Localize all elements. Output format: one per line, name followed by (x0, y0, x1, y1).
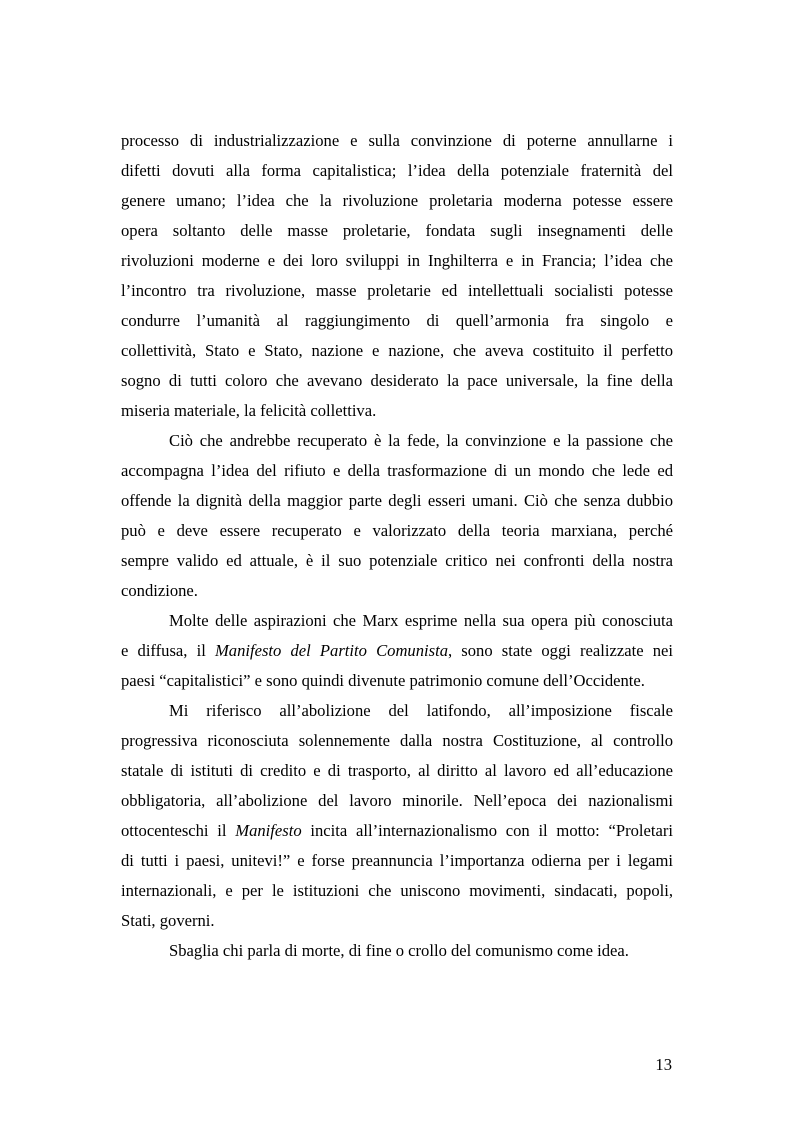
text-segment: sogno di tutti coloro che avevano desiderato la pace universale, la fine della (121, 371, 673, 390)
text-line (121, 816, 673, 846)
text-line (121, 216, 673, 246)
paragraph (121, 696, 673, 936)
paragraph (121, 426, 673, 606)
text-segment: e diffusa, il (121, 641, 215, 660)
text-line (121, 786, 673, 816)
text-segment: può e deve essere recuperato e valorizzato della teoria marxiana, perché (121, 521, 673, 540)
text-segment: condizione. (121, 581, 198, 600)
text-segment: miseria materiale, la felicità collettiva. (121, 401, 377, 420)
paragraph (121, 936, 673, 966)
text-segment: Ciò che andrebbe recuperato è la fede, la convinzione e la passione che (169, 431, 673, 450)
text-line (121, 936, 673, 966)
text-segment: sempre valido ed attuale, è il suo potenziale critico nei confronti della nostra (121, 551, 673, 570)
text-line (121, 246, 673, 276)
body-text (121, 126, 673, 966)
text-segment: l’incontro tra rivoluzione, masse proletarie ed intellettuali socialisti potesse (121, 281, 673, 300)
text-line (121, 516, 673, 546)
text-line (121, 276, 673, 306)
text-segment: offende la dignità della maggior parte degli esseri umani. Ciò che senza dubbio (121, 491, 673, 510)
text-line (121, 636, 673, 666)
text-line (121, 546, 673, 576)
text-line (121, 906, 673, 936)
text-segment: internazionali, e per le istituzioni che uniscono movimenti, sindacati, popoli, (121, 881, 673, 900)
paragraph (121, 606, 673, 696)
paragraph (121, 126, 673, 426)
text-segment: progressiva riconosciuta solennemente dalla nostra Costituzione, al controllo (121, 731, 673, 750)
text-line (121, 666, 673, 696)
text-segment: incita all’internazionalismo con il motto: “Proletari (301, 821, 673, 840)
text-segment: ottocenteschi il (121, 821, 236, 840)
text-line (121, 876, 673, 906)
text-line (121, 486, 673, 516)
text-segment: opera soltanto delle masse proletarie, fondata sugli insegnamenti delle (121, 221, 673, 240)
text-segment: obbligatoria, all’abolizione del lavoro minorile. Nell’epoca dei nazionalismi (121, 791, 673, 810)
text-segment: Mi riferisco all’abolizione del latifondo, all’imposizione fiscale (169, 701, 673, 720)
text-line (121, 576, 673, 606)
text-line (121, 756, 673, 786)
text-segment: paesi “capitalistici” e sono quindi divenute patrimonio comune dell’Occidente. (121, 671, 645, 690)
text-segment: statale di istituti di credito e di trasporto, al diritto al lavoro ed all’educazione (121, 761, 673, 780)
text-line (121, 126, 673, 156)
text-segment: processo di industrializzazione e sulla convinzione di poterne annullarne i (121, 131, 673, 150)
text-line (121, 336, 673, 366)
text-line (121, 606, 673, 636)
text-segment: accompagna l’idea del rifiuto e della trasformazione di un mondo che lede ed (121, 461, 673, 480)
text-line (121, 696, 673, 726)
text-segment: Stati, governi. (121, 911, 215, 930)
text-line (121, 456, 673, 486)
text-line (121, 366, 673, 396)
text-line (121, 846, 673, 876)
text-line (121, 186, 673, 216)
text-line (121, 306, 673, 336)
text-segment: condurre l’umanità al raggiungimento di quell’armonia fra singolo e (121, 311, 673, 330)
text-segment: genere umano; l’idea che la rivoluzione proletaria moderna potesse essere (121, 191, 673, 210)
italic-title: Manifesto (235, 821, 302, 840)
text-line (121, 426, 673, 456)
text-segment: rivoluzioni moderne e dei loro sviluppi in Inghilterra e in Francia; l’idea che (121, 251, 673, 270)
text-segment: Sbaglia chi parla di morte, di fine o crollo del comunismo come idea. (169, 941, 629, 960)
text-segment: di tutti i paesi, unitevi!” e forse preannuncia l’importanza odierna per i legami (121, 851, 673, 870)
italic-title: Manifesto del Partito Comunista (214, 641, 448, 660)
text-line (121, 396, 673, 426)
text-segment: , sono state oggi realizzate nei (448, 641, 673, 660)
text-line (121, 726, 673, 756)
text-segment: collettività, Stato e Stato, nazione e nazione, che aveva costituito il perfetto (121, 341, 673, 360)
text-segment: difetti dovuti alla forma capitalistica; l’idea della potenziale fraternità del (121, 161, 673, 180)
text-line (121, 156, 673, 186)
text-segment: Molte delle aspirazioni che Marx esprime nella sua opera più conosciuta (169, 611, 673, 630)
page-number: 13 (655, 1055, 672, 1074)
